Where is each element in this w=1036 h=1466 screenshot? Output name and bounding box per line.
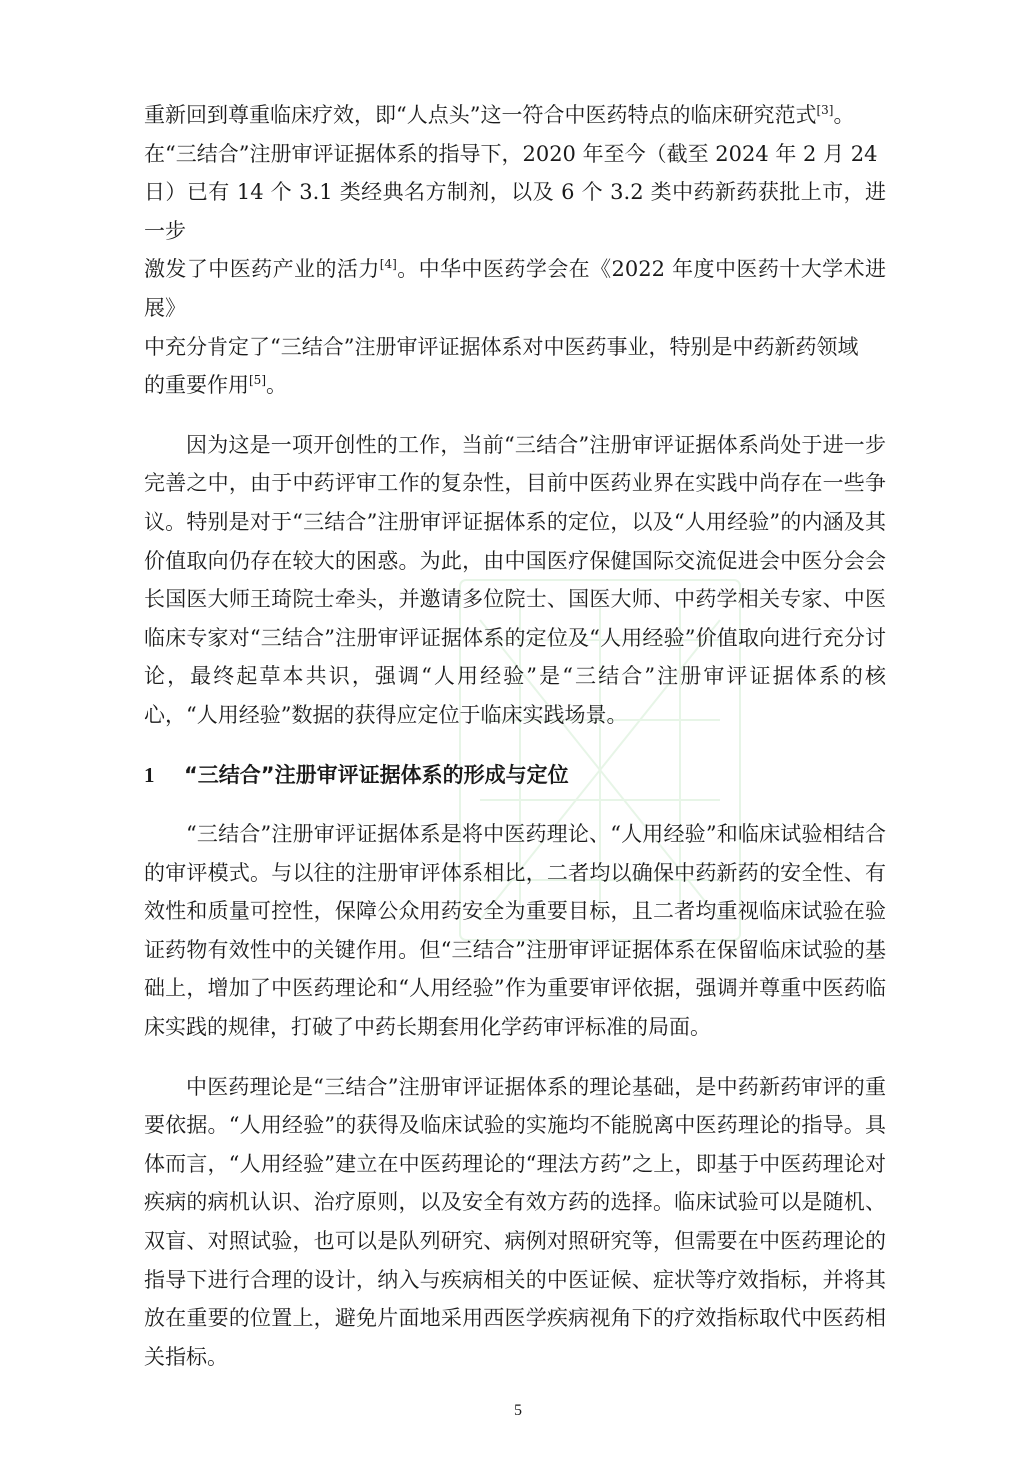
section-title: “三结合”注册审评证据体系的形成与定位 xyxy=(184,762,569,787)
text-line: 日）已有 14 个 3.1 类经典名方制剂，以及 6 个 3.2 类中药新药获批上市，进一步 xyxy=(144,180,886,243)
paragraph-4: 中医药理论是“三结合”注册审评证据体系的理论基础，是中药新药审评的重要依据。“人用经验”的获得及临床试验的实施均不能脱离中医药理论的指导。具体而言，“人用经验”建立在中医药理论的“理法方药”之上，即基于中医药理论对疾病的病机认识、治疗原则，以及安全有效方药的选择。临床试验可以是随机、双盲、对照试验，也可以是队列研究、病例对照研究等，但需要在中医药理论的指导下进行合理的设计，纳入与疾病相关的中医证候、症状等疗效指标，并将其放在重要的位置上，避免片面地采用西医学疾病视角下的疗效指标取代中医药相关指标。 xyxy=(144,1074,886,1369)
document-page xyxy=(144,96,886,1397)
text: 激发了中医药产业的活力 xyxy=(144,257,380,282)
paragraph-1: 重新回到尊重临床疗效，即“人点头”这一符合中医药特点的临床研究范式[3]。 在“三结合”注册审评证据体系的指导下，2020 年至今（截至 2024 年 2 月 24 日）已有 14 个 3.1 类经典名方制剂，以及 6 个 3.2 类中药新药获批上市，进一步 激发了中医药产业的活力[4]。中华中医药学会在《2022 年度中医药十大学术进展》 中充分肯定了“三结合”注册审评证据体系对中医药事业，特别是中药新药领域 的重要作用[5]。 xyxy=(144,103,887,398)
paragraph-2: 因为这是一项开创性的工作，当前“三结合”注册审评证据体系尚处于进一步完善之中，由于中药评审工作的复杂性，目前中医药业界在实践中尚存在一些争议。特别是对于“三结合”注册审评证据体系的定位，以及“人用经验”的内涵及其价值取向仍存在较大的困惑。为此，由中国医疗保健国际交流促进会中医分会会长国医大师王琦院士牵头，并邀请多位院士、国医大师、中药学相关专家、中医临床专家对“三结合”注册审评证据体系的定位及“人用经验”价值取向进行充分讨论，最终起草本共识，强调“人用经验”是“三结合”注册审评证据体系的核心，“人用经验”数据的获得应定位于临床实践场景。 xyxy=(144,432,886,727)
citation-ref: [5] xyxy=(249,373,266,388)
citation-ref: [4] xyxy=(379,257,397,272)
citation-ref: [3] xyxy=(816,103,834,117)
section-heading xyxy=(144,756,886,795)
page-number: 5 xyxy=(514,1402,522,1419)
text-line: 在“三结合”注册审评证据体系的指导下，2020 年至今（截至 2024 年 2 月 24 xyxy=(144,141,878,166)
text: 重新回到尊重临床疗效，即“人点头”这一符合中医药特点的临床研究范式 xyxy=(144,103,817,127)
section-number: 1 xyxy=(144,762,155,787)
text-line: 中充分肯定了“三结合”注册审评证据体系对中医药事业，特别是中药新药领域 xyxy=(144,334,859,359)
paragraph-3: “三结合”注册审评证据体系是将中医药理论、“人用经验”和临床试验相结合的审评模式。与以往的注册审评体系相比，二者均以确保中药新药的安全性、有效性和质量可控性，保障公众用药安全为重要目标，且二者均重视临床试验在验证药物有效性中的关键作用。但“三结合”注册审评证据体系在保留临床试验的基础上，增加了中医药理论和“人用经验”作为重要审评依据，强调并尊重中医药临床实践的规律，打破了中药长期套用化学药审评标准的局面。 xyxy=(144,822,886,1040)
text: 的重要作用 xyxy=(144,373,249,398)
